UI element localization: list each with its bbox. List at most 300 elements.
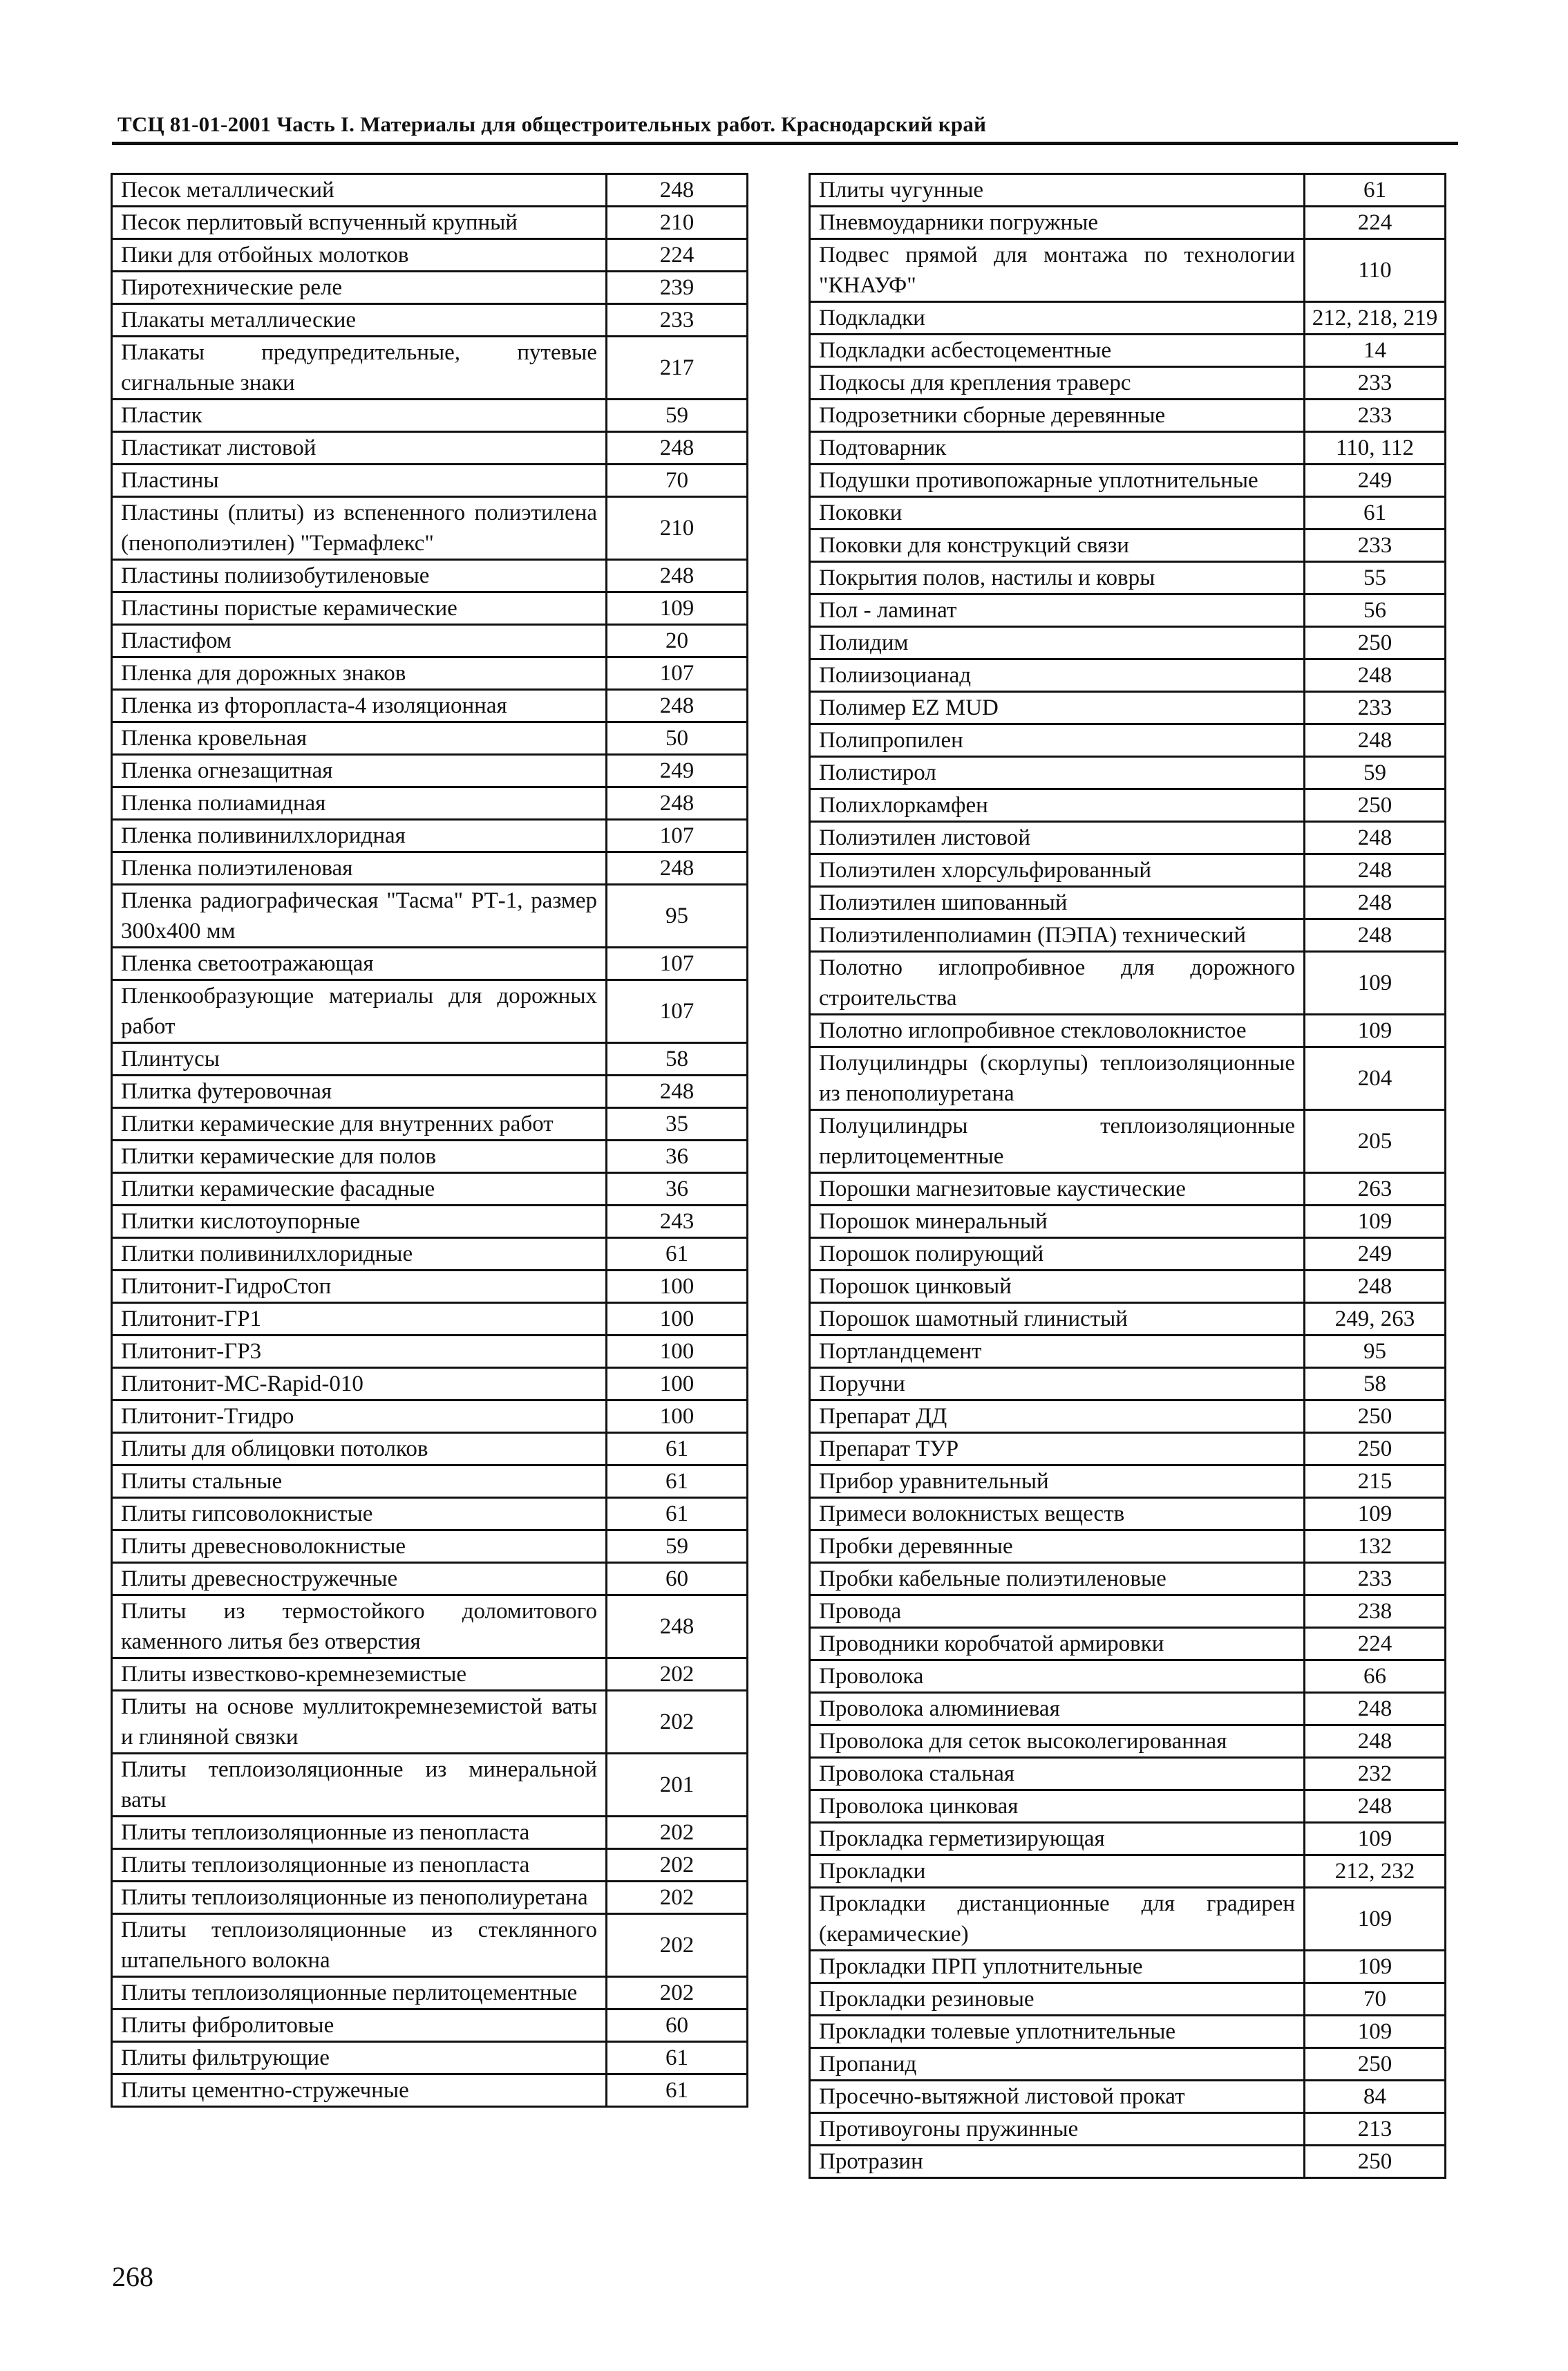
table-row [112, 432, 748, 465]
material-name: Пленкообразующие материалы для дорожных работ [112, 980, 607, 1043]
page-reference: 249, 263 [1305, 1303, 1446, 1336]
page-reference: 59 [1305, 757, 1446, 789]
material-name: Пробки деревянные [810, 1530, 1305, 1563]
material-name: Пленка радиографическая "Тасма" РТ-1, размер 300х400 мм [112, 885, 607, 948]
table-row [112, 1303, 748, 1336]
material-name: Полуцилиндры (скорлупы) теплоизоляционные из пенополиуретана [810, 1047, 1305, 1110]
page-reference: 50 [607, 722, 748, 755]
page-reference: 248 [607, 690, 748, 722]
table-row [810, 789, 1446, 822]
page-reference: 202 [607, 1914, 748, 1977]
material-name: Порошок полирующий [810, 1238, 1305, 1271]
material-name: Пластифом [112, 625, 607, 657]
page-reference: 202 [607, 1849, 748, 1882]
page-reference: 233 [1305, 400, 1446, 432]
material-name: Портландцемент [810, 1336, 1305, 1368]
page-reference: 202 [607, 1977, 748, 2009]
table-row [810, 1303, 1446, 1336]
material-name: Прокладка герметизирующая [810, 1823, 1305, 1855]
page-reference: 233 [1305, 692, 1446, 724]
material-name: Плитки керамические для полов [112, 1141, 607, 1173]
table-row [810, 239, 1446, 302]
material-name: Просечно-вытяжной листовой прокат [810, 2081, 1305, 2113]
table-row [112, 1368, 748, 1400]
table-row [810, 1855, 1446, 1888]
table-row [810, 1465, 1446, 1498]
material-name: Проводники коробчатой армировки [810, 1628, 1305, 1660]
page-reference: 61 [607, 2074, 748, 2107]
material-name: Плитки керамические фасадные [112, 1173, 607, 1206]
table-row [810, 952, 1446, 1015]
page-reference: 20 [607, 625, 748, 657]
material-name: Плиты теплоизоляционные из пенопласта [112, 1849, 607, 1882]
table-row [112, 207, 748, 239]
table-row [810, 1206, 1446, 1238]
material-name: Порошок минеральный [810, 1206, 1305, 1238]
table-row [810, 302, 1446, 335]
page-reference: 212, 232 [1305, 1855, 1446, 1888]
page-reference: 224 [1305, 1628, 1446, 1660]
page-reference: 224 [1305, 207, 1446, 239]
page-reference: 250 [1305, 2048, 1446, 2081]
page-reference: 107 [607, 820, 748, 852]
page-reference: 61 [607, 1433, 748, 1465]
page-reference: 250 [1305, 789, 1446, 822]
table-row [810, 2048, 1446, 2081]
material-name: Пневмоударники погружные [810, 207, 1305, 239]
table-row [810, 724, 1446, 757]
page-reference: 202 [607, 1882, 748, 1914]
material-name: Прибор уравнительный [810, 1465, 1305, 1498]
page-reference: 248 [1305, 1271, 1446, 1303]
material-name: Пленка полиамидная [112, 787, 607, 820]
page-reference: 107 [607, 657, 748, 690]
table-row [112, 304, 748, 337]
page-reference: 224 [607, 239, 748, 272]
table-row [810, 594, 1446, 627]
material-name: Плитка футеровочная [112, 1076, 607, 1108]
page-reference: 61 [607, 2042, 748, 2074]
material-name: Плиты фибролитовые [112, 2009, 607, 2042]
material-name: Проволока для сеток высоколегированная [810, 1725, 1305, 1758]
material-name: Прокладки [810, 1855, 1305, 1888]
table-row [112, 755, 748, 787]
page-reference: 110, 112 [1305, 432, 1446, 465]
material-name: Полуцилиндры теплоизоляционные перлитоцементные [810, 1110, 1305, 1173]
table-row [112, 1595, 748, 1658]
table-row [810, 1823, 1446, 1855]
table-row [112, 625, 748, 657]
table-row [810, 1983, 1446, 2016]
material-name: Пиротехнические реле [112, 272, 607, 304]
table-row [112, 1076, 748, 1108]
table-row [112, 1530, 748, 1563]
page-reference: 248 [1305, 1790, 1446, 1823]
table-row [112, 1754, 748, 1817]
page-reference: 100 [607, 1400, 748, 1433]
table-row [810, 1015, 1446, 1047]
material-name: Пол - ламинат [810, 594, 1305, 627]
table-row [810, 1173, 1446, 1206]
page-reference: 248 [607, 1076, 748, 1108]
page-reference: 100 [607, 1271, 748, 1303]
table-row [810, 1110, 1446, 1173]
material-name: Плитонит-Тгидро [112, 1400, 607, 1433]
page-reference: 36 [607, 1173, 748, 1206]
page-reference: 202 [607, 1817, 748, 1849]
material-name: Пленка для дорожных знаков [112, 657, 607, 690]
table-row [112, 1691, 748, 1754]
page-reference: 217 [607, 337, 748, 400]
table-row [810, 1368, 1446, 1400]
table-row [112, 2009, 748, 2042]
page-reference: 95 [1305, 1336, 1446, 1368]
material-name: Плитонит-ГР3 [112, 1336, 607, 1368]
table-row [810, 207, 1446, 239]
page-reference: 248 [607, 852, 748, 885]
table-row [112, 239, 748, 272]
material-name: Плиты из термостойкого доломитового каменного литья без отверстия [112, 1595, 607, 1658]
material-name: Пластины [112, 465, 607, 497]
table-row [112, 2042, 748, 2074]
material-name: Противоугоны пружинные [810, 2113, 1305, 2146]
material-name: Поручни [810, 1368, 1305, 1400]
material-name: Пленка кровельная [112, 722, 607, 755]
table-row [112, 1271, 748, 1303]
page-reference: 248 [1305, 659, 1446, 692]
material-name: Полиэтиленполиамин (ПЭПА) технический [810, 919, 1305, 952]
page-reference: 263 [1305, 1173, 1446, 1206]
table-row [810, 1888, 1446, 1951]
page-reference: 61 [607, 1498, 748, 1530]
table-row [112, 852, 748, 885]
material-name: Плитонит-ГидроСтоп [112, 1271, 607, 1303]
page-reference: 60 [607, 2009, 748, 2042]
page-reference: 58 [1305, 1368, 1446, 1400]
page-reference: 249 [1305, 1238, 1446, 1271]
page-reference: 213 [1305, 2113, 1446, 2146]
material-name: Прокладки дистанционные для градирен (керамические) [810, 1888, 1305, 1951]
material-name: Проволока цинковая [810, 1790, 1305, 1823]
table-row [112, 337, 748, 400]
page-reference: 109 [1305, 1206, 1446, 1238]
page-reference: 55 [1305, 562, 1446, 594]
table-row [112, 592, 748, 625]
page-reference: 14 [1305, 335, 1446, 367]
material-name: Пики для отбойных молотков [112, 239, 607, 272]
index-table-right [809, 173, 1446, 2179]
page-reference: 61 [607, 1465, 748, 1498]
page-reference: 58 [607, 1043, 748, 1076]
material-name: Полиизоцианад [810, 659, 1305, 692]
material-name: Плакаты металлические [112, 304, 607, 337]
page-reference: 35 [607, 1108, 748, 1141]
table-row [112, 1141, 748, 1173]
page-reference: 232 [1305, 1758, 1446, 1790]
table-row [112, 948, 748, 980]
material-name: Препарат ТУР [810, 1433, 1305, 1465]
material-name: Полидим [810, 627, 1305, 659]
table-row [810, 1336, 1446, 1368]
page-reference: 249 [1305, 465, 1446, 497]
material-name: Пластины (плиты) из вспененного полиэтилена (пенополиэтилен) "Термафлекс" [112, 497, 607, 560]
material-name: Пленка поливинилхлоридная [112, 820, 607, 852]
material-name: Прокладки толевые уплотнительные [810, 2016, 1305, 2048]
table-row [810, 1271, 1446, 1303]
page-reference: 107 [607, 980, 748, 1043]
page-reference: 210 [607, 207, 748, 239]
table-row [112, 400, 748, 432]
page-reference: 107 [607, 948, 748, 980]
material-name: Провода [810, 1595, 1305, 1628]
table-row [810, 1047, 1446, 1110]
material-name: Пластины полиизобутиленовые [112, 560, 607, 592]
material-name: Подкладки асбестоцементные [810, 335, 1305, 367]
table-row [112, 1433, 748, 1465]
page-reference: 59 [607, 1530, 748, 1563]
material-name: Примеси волокнистых веществ [810, 1498, 1305, 1530]
page-reference: 70 [607, 465, 748, 497]
table-row [112, 1400, 748, 1433]
page-reference: 233 [607, 304, 748, 337]
table-row [810, 400, 1446, 432]
page-header: ТСЦ 81-01-2001 Часть I. Материалы для общестроительных работ. Краснодарский край [117, 112, 987, 136]
page-reference: 248 [1305, 887, 1446, 919]
material-name: Препарат ДД [810, 1400, 1305, 1433]
material-name: Плиты цементно-стружечные [112, 2074, 607, 2107]
table-row [112, 657, 748, 690]
material-name: Полотно иглопробивное стекловолокнистое [810, 1015, 1305, 1047]
page-reference: 233 [1305, 367, 1446, 400]
page-reference: 248 [607, 432, 748, 465]
table-row [810, 2146, 1446, 2178]
material-name: Плиты фильтрующие [112, 2042, 607, 2074]
page-reference: 249 [607, 755, 748, 787]
table-row [112, 1849, 748, 1882]
material-name: Полимер EZ MUD [810, 692, 1305, 724]
page-reference: 248 [1305, 1725, 1446, 1758]
page-reference: 109 [1305, 952, 1446, 1015]
page-reference: 250 [1305, 627, 1446, 659]
material-name: Песок перлитовый вспученный крупный [112, 207, 607, 239]
table-row [112, 1108, 748, 1141]
page-reference: 109 [1305, 1498, 1446, 1530]
table-row [112, 1498, 748, 1530]
material-name: Подрозетники сборные деревянные [810, 400, 1305, 432]
table-row [112, 560, 748, 592]
page-reference: 215 [1305, 1465, 1446, 1498]
page-reference: 56 [1305, 594, 1446, 627]
table-row [810, 887, 1446, 919]
table-row [810, 2113, 1446, 2146]
table-row [112, 1173, 748, 1206]
table-row [112, 1882, 748, 1914]
page-reference: 239 [607, 272, 748, 304]
material-name: Плинтусы [112, 1043, 607, 1076]
table-row [112, 1465, 748, 1498]
page-reference: 248 [1305, 1693, 1446, 1725]
material-name: Подкладки [810, 302, 1305, 335]
material-name: Плиты теплоизоляционные перлитоцементные [112, 1977, 607, 2009]
material-name: Полиэтилен шипованный [810, 887, 1305, 919]
table-row [810, 432, 1446, 465]
page-reference: 212, 218, 219 [1305, 302, 1446, 335]
table-row [112, 1336, 748, 1368]
page-reference: 243 [607, 1206, 748, 1238]
table-row [112, 1043, 748, 1076]
table-row [810, 1660, 1446, 1693]
material-name: Полипропилен [810, 724, 1305, 757]
material-name: Плитки керамические для внутренних работ [112, 1108, 607, 1141]
table-row [810, 1400, 1446, 1433]
table-row [112, 787, 748, 820]
material-name: Плиты древесноволокнистые [112, 1530, 607, 1563]
material-name: Плитонит-МС-Rapid-010 [112, 1368, 607, 1400]
material-name: Плиты теплоизоляционные из пенополиуретана [112, 1882, 607, 1914]
table-row [112, 980, 748, 1043]
page-number: 268 [112, 2261, 153, 2292]
material-name: Подтоварник [810, 432, 1305, 465]
table-row [810, 854, 1446, 887]
material-name: Плиты известково-кремнеземистые [112, 1658, 607, 1691]
material-name: Проволока [810, 1660, 1305, 1693]
table-row [112, 690, 748, 722]
page-reference: 59 [607, 400, 748, 432]
table-row [810, 174, 1446, 207]
page-reference: 61 [1305, 497, 1446, 530]
material-name: Пластик [112, 400, 607, 432]
page-reference: 238 [1305, 1595, 1446, 1628]
material-name: Песок металлический [112, 174, 607, 207]
material-name: Проволока алюминиевая [810, 1693, 1305, 1725]
table-row [112, 465, 748, 497]
material-name: Плакаты предупредительные, путевые сигнальные знаки [112, 337, 607, 400]
page-reference: 61 [1305, 174, 1446, 207]
table-row [112, 1658, 748, 1691]
page-reference: 248 [607, 560, 748, 592]
table-row [810, 1790, 1446, 1823]
page-reference: 100 [607, 1336, 748, 1368]
material-name: Пленка из фторопласта-4 изоляционная [112, 690, 607, 722]
material-name: Плиты на основе муллитокремнеземистой ваты и глиняной связки [112, 1691, 607, 1754]
page-reference: 250 [1305, 2146, 1446, 2178]
page-reference: 250 [1305, 1433, 1446, 1465]
table-row [810, 692, 1446, 724]
page-reference: 248 [607, 1595, 748, 1658]
material-name: Пленка полиэтиленовая [112, 852, 607, 885]
page-reference: 110 [1305, 239, 1446, 302]
material-name: Полиэтилен листовой [810, 822, 1305, 854]
table-row [810, 627, 1446, 659]
page-reference: 100 [607, 1368, 748, 1400]
table-row [810, 2081, 1446, 2113]
material-name: Проволока стальная [810, 1758, 1305, 1790]
table-row [810, 1238, 1446, 1271]
material-name: Плиты древесностружечные [112, 1563, 607, 1595]
page-reference: 248 [1305, 822, 1446, 854]
page-reference: 233 [1305, 530, 1446, 562]
table-row [112, 2074, 748, 2107]
page-reference: 66 [1305, 1660, 1446, 1693]
table-row [810, 1595, 1446, 1628]
table-row [810, 1628, 1446, 1660]
table-row [810, 1758, 1446, 1790]
material-name: Плитки кислотоупорные [112, 1206, 607, 1238]
page-reference: 84 [1305, 2081, 1446, 2113]
table-row [810, 1725, 1446, 1758]
table-row [112, 820, 748, 852]
page-reference: 109 [1305, 1888, 1446, 1951]
table-row [810, 1498, 1446, 1530]
table-row [810, 822, 1446, 854]
table-row [112, 1238, 748, 1271]
material-name: Полихлоркамфен [810, 789, 1305, 822]
page-reference: 210 [607, 497, 748, 560]
table-row [810, 465, 1446, 497]
page-reference: 248 [1305, 854, 1446, 887]
material-name: Порошок шамотный глинистый [810, 1303, 1305, 1336]
material-name: Пластикат листовой [112, 432, 607, 465]
page-reference: 202 [607, 1658, 748, 1691]
page-reference: 109 [1305, 1951, 1446, 1983]
page-reference: 248 [607, 174, 748, 207]
page-reference: 36 [607, 1141, 748, 1173]
page-reference: 109 [607, 592, 748, 625]
table-row [810, 1693, 1446, 1725]
page-reference: 60 [607, 1563, 748, 1595]
material-name: Пленка огнезащитная [112, 755, 607, 787]
table-row [810, 497, 1446, 530]
material-name: Пластины пористые керамические [112, 592, 607, 625]
page-reference: 109 [1305, 1823, 1446, 1855]
table-row [112, 1817, 748, 1849]
material-name: Плиты для облицовки потолков [112, 1433, 607, 1465]
page-reference: 233 [1305, 1563, 1446, 1595]
page-reference: 132 [1305, 1530, 1446, 1563]
material-name: Полотно иглопробивное для дорожного строительства [810, 952, 1305, 1015]
material-name: Прокладки резиновые [810, 1983, 1305, 2016]
page-reference: 248 [1305, 919, 1446, 952]
table-row [112, 885, 748, 948]
material-name: Полиэтилен хлорсульфированный [810, 854, 1305, 887]
table-row [810, 1433, 1446, 1465]
table-row [112, 272, 748, 304]
table-row [112, 1977, 748, 2009]
page-reference: 109 [1305, 2016, 1446, 2048]
material-name: Пропанид [810, 2048, 1305, 2081]
page-reference: 70 [1305, 1983, 1446, 2016]
material-name: Плитки поливинилхлоридные [112, 1238, 607, 1271]
page-reference: 248 [607, 787, 748, 820]
table-row [810, 335, 1446, 367]
table-row [810, 1530, 1446, 1563]
page-reference: 95 [607, 885, 748, 948]
material-name: Подкосы для крепления траверс [810, 367, 1305, 400]
material-name: Плиты теплоизоляционные из стеклянного штапельного волокна [112, 1914, 607, 1977]
table-row [810, 1563, 1446, 1595]
table-row [810, 562, 1446, 594]
page-reference: 100 [607, 1303, 748, 1336]
table-row [112, 1914, 748, 1977]
material-name: Плиты стальные [112, 1465, 607, 1498]
table-row [810, 367, 1446, 400]
material-name: Порошок цинковый [810, 1271, 1305, 1303]
table-row [112, 1563, 748, 1595]
page-reference: 109 [1305, 1015, 1446, 1047]
page-reference: 205 [1305, 1110, 1446, 1173]
table-row [112, 1206, 748, 1238]
table-row [810, 1951, 1446, 1983]
